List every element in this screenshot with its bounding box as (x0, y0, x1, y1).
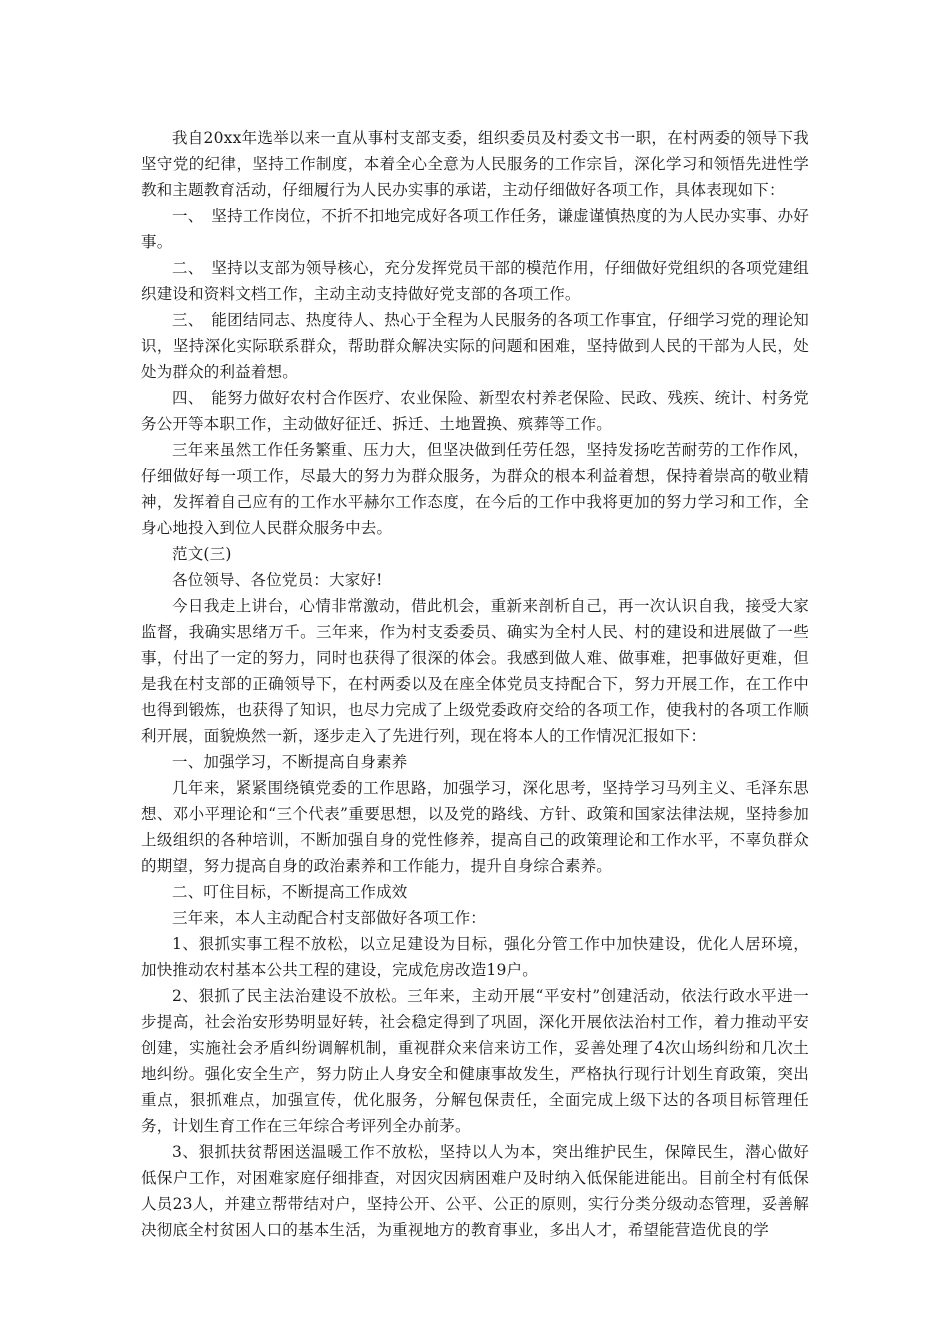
heading-focus-goals: 二、叮住目标，不断提高工作成效 (172, 883, 408, 901)
point-two-paragraph: 二、 坚持以支部为领导核心，充分发挥党员干部的模范作用，仔细做好党组织的各项党建组织建设和资料文档工作，主动主动支持做好党支部的各项工作。 (141, 259, 809, 303)
summary-paragraph: 三年来虽然工作任务繁重、压力大，但坚决做到任劳任怨，坚持发扬吃苦耐劳的工作作风，仔细做好每一项工作，尽最大的努力为群众服务，为群众的根本利益着想，保持着崇高的敬业精神，发挥着自己应有的工作水平赫尔工作态度，在今后的工作中我将更加的努力学习和工作，全身心地投入到位人民群众服务中去。 (141, 441, 809, 537)
item-one-paragraph: 1、狠抓实事工程不放松，以立足建设为目标，强化分管工作中加快建设，优化人居环境，加快推动农村基本公共工程的建设，完成危房改造19户。 (141, 935, 809, 979)
heading-strengthen-study: 一、加强学习，不断提高自身素养 (172, 753, 408, 771)
document-body (141, 125, 809, 1243)
work-intro-paragraph: 三年来，本人主动配合村支部做好各项工作： (172, 909, 487, 927)
section-title-sample-three: 范文(三) (172, 545, 232, 563)
intro-paragraph: 我自20xx年选举以来一直从事村支部支委，组织委员及村委文书一职，在村两委的领导下我坚守党的纪律，坚持工作制度，本着全心全意为人民服务的工作宗旨，深化学习和领悟先进性学教和主题教育活动，仔细履行为人民办实事的承诺，主动仔细做好各项工作，具体表现如下： (141, 129, 809, 199)
point-one-paragraph: 一、 坚持工作岗位，不折不扣地完成好各项工作任务，谦虚谨慎热度的为人民办实事、办好事。 (141, 207, 809, 251)
item-three-paragraph: 3、狠抓扶贫帮困送温暖工作不放松，坚持以人为本，突出维护民生，保障民生，潜心做好低保户工作，对困难家庭仔细排查，对因灾因病困难户及时纳入低保能进能出。目前全村有低保人员23人，并建立帮带结对户，坚持公开、公平、公正的原则，实行分类分级动态管理，妥善解决彻底全村贫困人口的基本生活，为重视地方的教育事业，多出人才，希望能营造优良的学 (141, 1143, 809, 1239)
item-two-paragraph: 2、狠抓了民主法治建设不放松。三年来，主动开展“平安村”创建活动，依法行政水平进一步提高，社会治安形势明显好转，社会稳定得到了巩固，深化开展依法治村工作，着力推动平安创建，实施社会矛盾纠纷调解机制，重视群众来信来访工作，妥善处理了4次山场纠纷和几次土地纠纷。强化安全生产，努力防止人身安全和健康事故发生，严格执行现行计划生育政策，突出重点，狠抓难点，加强宣传，优化服务，分解包保责任，全面完成上级下达的各项目标管理任务，计划生育工作在三年综合考评列全办前茅。 (141, 987, 809, 1135)
greeting-paragraph: 各位领导、各位党员：大家好! (172, 571, 383, 589)
opening-paragraph: 今日我走上讲台，心情非常激动，借此机会，重新来剖析自己，再一次认识自我，接受大家监督，我确实思绪万千。三年来，作为村支委委员、确实为全村人民、村的建设和进展做了一些事，付出了一定的努力，同时也获得了很深的体会。我感到做人难、做事难，把事做好更难，但是我在村支部的正确领导下，在村两委以及在座全体党员支持配合下，努力开展工作，在工作中也得到锻炼，也获得了知识，也尽力完成了上级党委政府交给的各项工作，使我村的各项工作顺利开展，面貌焕然一新，逐步走入了先进行列，现在将本人的工作情况汇报如下： (141, 597, 809, 745)
point-three-paragraph: 三、 能团结同志、热度待人、热心于全程为人民服务的各项工作事宜，仔细学习党的理论知识，坚持深化实际联系群众，帮助群众解决实际的问题和困难，坚持做到人民的干部为人民，处处为群众的利益着想。 (141, 311, 809, 381)
study-paragraph: 几年来，紧紧围绕镇党委的工作思路，加强学习，深化思考，坚持学习马列主义、毛泽东思想、邓小平理论和“三个代表”重要思想，以及党的路线、方针、政策和国家法律法规，坚持参加上级组织的各种培训，不断加强自身的党性修养，提高自己的政策理论和工作水平，不辜负群众的期望，努力提高自身的政治素养和工作能力，提升自身综合素养。 (141, 779, 809, 875)
point-four-paragraph: 四、 能努力做好农村合作医疗、农业保险、新型农村养老保险、民政、残疾、统计、村务党务公开等本职工作，主动做好征迁、拆迁、土地置换、殡葬等工作。 (141, 389, 809, 433)
